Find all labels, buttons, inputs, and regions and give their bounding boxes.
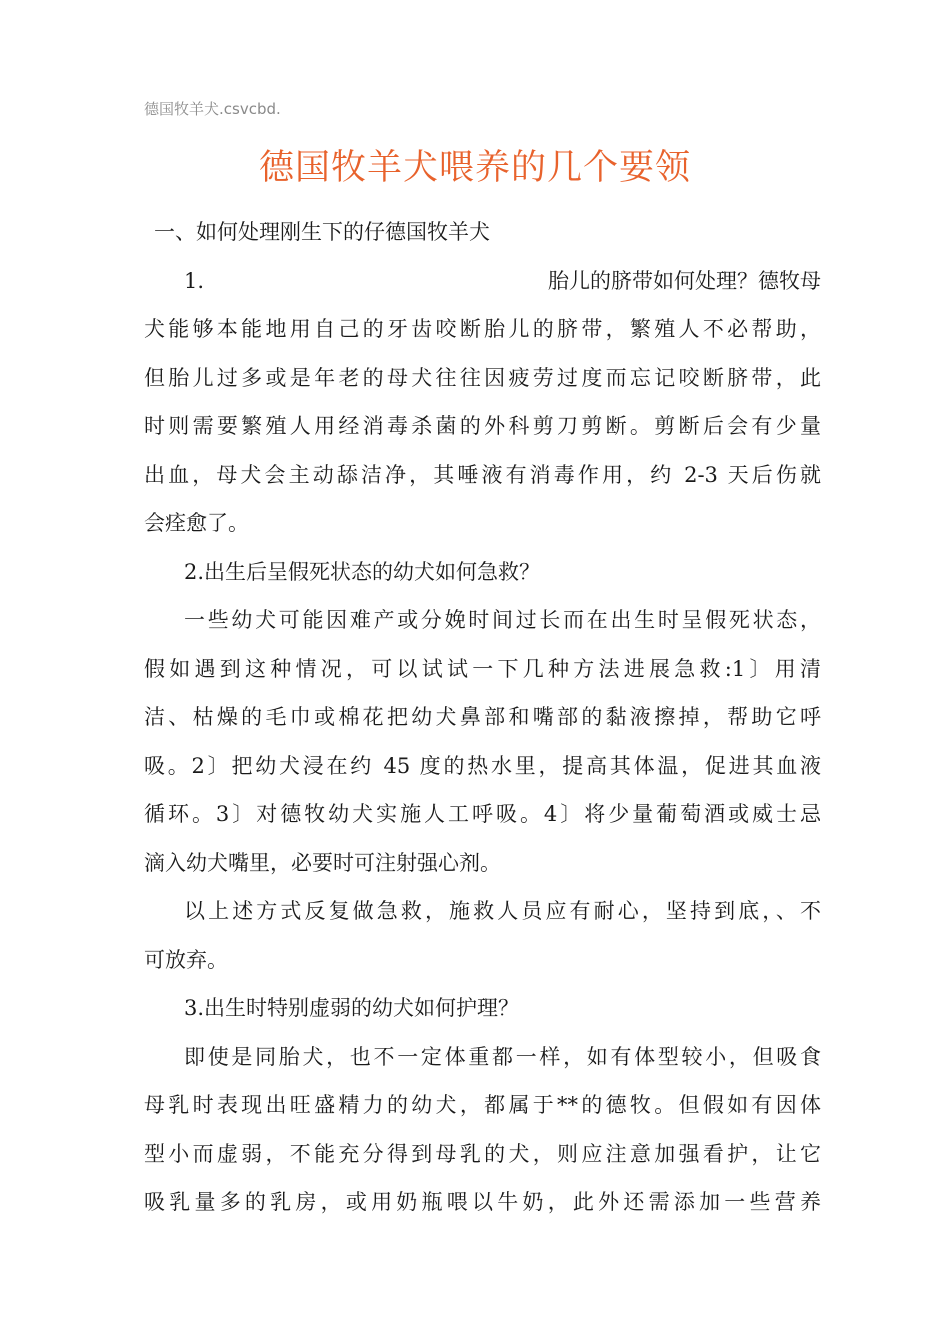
paragraph-line: 以上述方式反复做急救，施救人员应有耐心，坚持到底，、不 bbox=[184, 899, 821, 923]
paragraph-line: 吸乳量多的乳房，或用奶瓶喂以牛奶，此外还需添加一些营养 bbox=[144, 1190, 821, 1214]
section-heading: 一、如何处理刚生下的仔德国牧羊犬 bbox=[154, 220, 490, 244]
question-1-number: 1. bbox=[184, 268, 205, 293]
paragraph-line: 吸。2〕把幼犬浸在约 45 度的热水里，提高其体温，促进其血液 bbox=[144, 753, 821, 778]
question-1-text: 胎儿的脐带如何处理？德牧母 bbox=[548, 268, 821, 293]
document-title: 德国牧羊犬喂养的几个要领 bbox=[258, 148, 691, 188]
question-2-heading: 2.出生后呈假死状态的幼犬如何急救？ bbox=[184, 559, 541, 584]
paragraph-line: 假如遇到这种情况，可以试试一下几种方法进展急救:1〕用清 bbox=[144, 656, 821, 681]
paragraph-line: 一些幼犬可能因难产或分娩时间过长而在出生时呈假死状态， bbox=[184, 608, 821, 632]
paragraph-line: 时则需要繁殖人用经消毒杀菌的外科剪刀剪断。剪断后会有少量 bbox=[144, 414, 821, 438]
paragraph-line: 但胎儿过多或是年老的母犬往往因疲劳过度而忘记咬断脐带，此 bbox=[144, 365, 821, 390]
paragraph-line: 母乳时表现出旺盛精力的幼犬，都属于**的德牧。但假如有因体 bbox=[144, 1093, 821, 1117]
paragraph-line: 即使是同胎犬，也不一定体重都一样，如有体型较小，但吸食 bbox=[184, 1044, 821, 1069]
document-body bbox=[144, 208, 821, 1227]
paragraph-line: 循环。3〕对德牧幼犬实施人工呼吸。4〕将少量葡萄酒或威士忌 bbox=[144, 802, 821, 826]
question-3-heading: 3.出生时特别虚弱的幼犬如何护理？ bbox=[184, 996, 520, 1020]
paragraph-line: 洁、枯燥的毛巾或棉花把幼犬鼻部和嘴部的黏液擦掉，帮助它呼 bbox=[144, 705, 821, 729]
paragraph-line: 会痊愈了。 bbox=[144, 511, 249, 535]
paragraph-line: 滴入幼犬嘴里，必要时可注射强心剂。 bbox=[144, 850, 501, 875]
page-header: 德国牧羊犬.csvcbd. bbox=[144, 100, 281, 118]
question-1-row bbox=[144, 257, 821, 306]
paragraph-line: 出血，母犬会主动舔洁净，其唾液有消毒作用，约 2-3 天后伤就 bbox=[144, 462, 821, 487]
paragraph-line: 型小而虚弱，不能充分得到母乳的犬，则应注意加强看护，让它 bbox=[144, 1141, 821, 1166]
paragraph-line: 犬能够本能地用自己的牙齿咬断胎儿的脐带，繁殖人不必帮助， bbox=[144, 317, 821, 341]
paragraph-line: 可放弃。 bbox=[144, 947, 228, 972]
